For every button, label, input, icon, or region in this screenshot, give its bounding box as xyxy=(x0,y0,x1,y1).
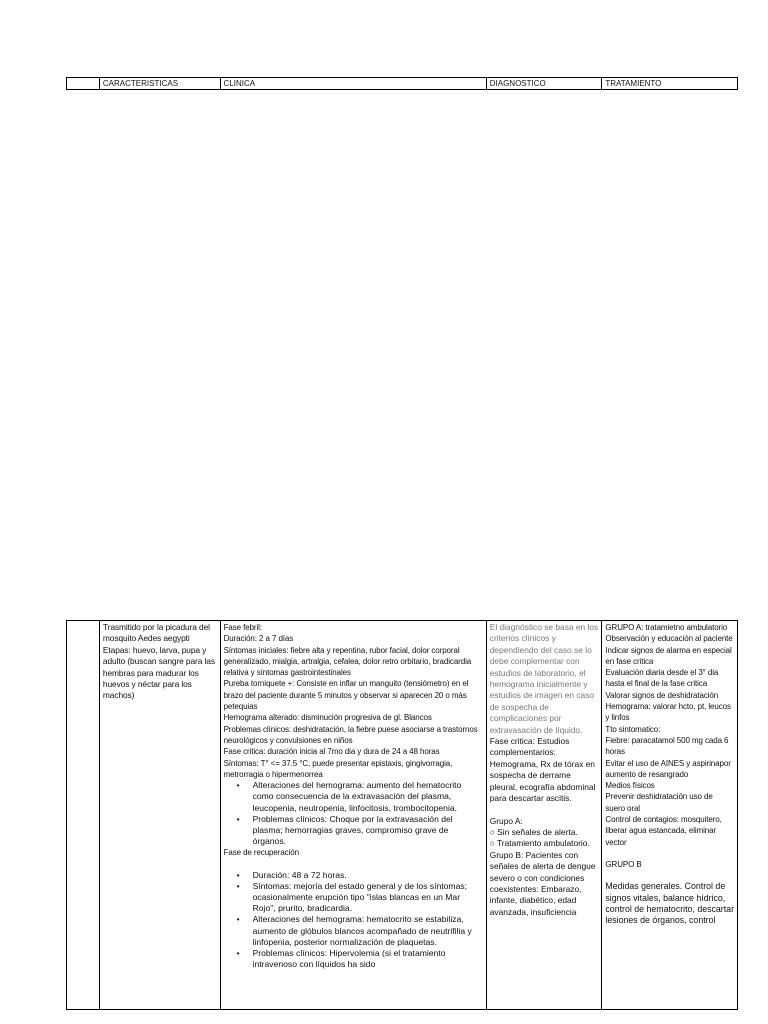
clinica-line: Fase febril: xyxy=(223,623,262,632)
grupo-a-title: Grupo A: xyxy=(489,815,523,826)
header-clinica: CLINICA xyxy=(221,78,487,89)
header-tratamiento: TRATAMIENTO xyxy=(605,79,662,88)
fase-recuperacion-heading: Fase de recuperación xyxy=(223,848,299,858)
header-cell-empty xyxy=(67,78,100,89)
clinica-line: Problemas clínicos: deshidratación, la fiebre puese asociarse a trastornos neurológicos y convulsiones en niños xyxy=(223,724,478,745)
grupo-a-item: ○ Tratamiento ambulatorio. xyxy=(489,838,590,849)
clinica-line: Duración: 2 a 7 días xyxy=(223,634,294,644)
header-caracteristicas: CARACTERISTICAS xyxy=(100,78,221,89)
tratamiento-line: Evitar el uso de AINES y aspirinapor aumento de resangrado xyxy=(605,758,731,779)
tratamiento-cell xyxy=(602,621,737,1009)
tratamiento-line: Evaluación diaria desde el 3° dia hasta el final de la fase critica xyxy=(605,668,719,689)
grupo-b-text: Grupo B: Pacientes con señales de alerta de dengue severo o con condiciones coexistentes: Embarazo, infante, diabético, edad avanzada, insuficiencia xyxy=(489,849,596,917)
list-item: • Alteraciones del hemograma: aumento del hematocrito como consecuencia de la extravasación del plasma, leucopenia, neutropenia, linfocitosis, trombocitopenia. xyxy=(253,780,483,814)
tratamiento-line: GRUPO A: tratamietno ambulatorio xyxy=(605,623,728,632)
clinica-line: Fase critica: duración inicia al 7mo dia y dura de 24 a 48 horas xyxy=(223,747,440,757)
tratamiento-line: Tto sintomatico: xyxy=(605,724,661,734)
grupo-b-heading: GRUPO B xyxy=(605,859,642,869)
tratamiento-line: Valorar signos de deshidratación xyxy=(605,690,719,700)
tratamiento-line: Control de contagios: mosquitero, liberar agua estancada, eliminar vector xyxy=(605,815,722,847)
diagnostico-fase-critica: Fase critica: Estudios complementarios: Hemograma, Rx de tórax en sospecha de derrame pleural, ecografía abdominal para descartar ascitis. xyxy=(489,736,596,804)
diagnostico-cell xyxy=(487,621,603,1009)
clinica-line: Síntomas: T° <= 37.5 °C, puede presentar epistaxis, gingivorragia, metrorragia o hipermenorrea xyxy=(223,758,453,779)
caracteristicas-cell xyxy=(100,621,221,1009)
list-item: • Problemas clínicos: Hipervolemia (si el tratamiento intravenoso con líquidos ha sido xyxy=(253,948,483,970)
clinica-line: Síntomas iniciales: fiebre alta y repentina, rubor facial, dolor corporal generalizado, mialgia, artralgia, cefalea, dolor retro orbitario, bradicardia relativa y síntomas gastrointestinales xyxy=(223,645,472,678)
clinica-line: Pureba torniquete +: Consiste en inflar un manguito (tensiómetro) en el brazo del paciente durante 5 minutos y observar si aparecen 20 o más petequias xyxy=(223,679,469,712)
tratamiento-line: Medios físicos xyxy=(605,781,655,791)
list-item: • Problemas clínicos: Choque por la extravasación del plasma; hemorragias graves, compromiso grave de órganos. xyxy=(253,814,483,848)
caracteristicas-transmision: Trasmitido por la picadura del mosquito Aedes aegypti xyxy=(102,622,210,644)
tratamiento-line: Hemograma: valorar hcto, pt, leucos y linfos xyxy=(605,702,731,723)
grupo-b-tratamiento: Medidas generales. Control de signos vitales, balance hídrico, control de hematocrito, descartar lesiones de órganos, control xyxy=(605,881,735,926)
table-body-row xyxy=(66,620,738,1010)
tratamiento-line: Prevenir deshidratación uso de suero oral xyxy=(605,792,713,813)
caracteristicas-etapas: Etapas: huevo, larva, pupa y adulto (buscan sangre para las hembras para madurar los huevos y néctar para los machos) xyxy=(102,644,215,701)
clinica-line: Hemograma alterado: disminución progresiva de gl. Blancos xyxy=(223,713,432,723)
recuperacion-bullet-list xyxy=(224,870,483,971)
grupo-a-item: ○ Sin señales de alerta. xyxy=(489,826,578,837)
tratamiento-line: Observación y educación al paciente xyxy=(605,634,733,644)
body-cell-empty xyxy=(67,621,100,1009)
list-item: • Síntomas: mejoría del estado general y de los síntomas; ocasionalmente erupción tipo "islas blancas en un Mar Rojo", prurito, bradicardia. xyxy=(253,881,483,915)
header-diagnostico: DIAGNOSTICO xyxy=(487,78,603,89)
clinica-cell xyxy=(221,621,487,1009)
critica-bullet-list xyxy=(224,780,483,847)
table-header-row xyxy=(66,77,738,90)
tratamiento-line: Fiebre: paracatamol 500 mg cada 6 horas xyxy=(605,735,729,757)
list-item: • Duración: 48 a 72 horas. xyxy=(253,870,483,881)
diagnostico-intro: El diagnóstico se basa en los criterios clínicos y dependiendo del caso se lo debe complementar con estudios de laboratorio, el hemograma inicialmente y estudios de imagen en caso de sospecha de complicaciones por extravasación de líquido. xyxy=(489,622,599,735)
list-item: • Alteraciones del hemograma: hematocrito se estabiliza, aumento de glóbulos blancos acompañado de neutrifilia y linfopenia, posterior normalización de plaquetas. xyxy=(253,914,483,948)
tratamiento-line: Indicar signos de alarma en especial en fase critica xyxy=(605,645,732,666)
